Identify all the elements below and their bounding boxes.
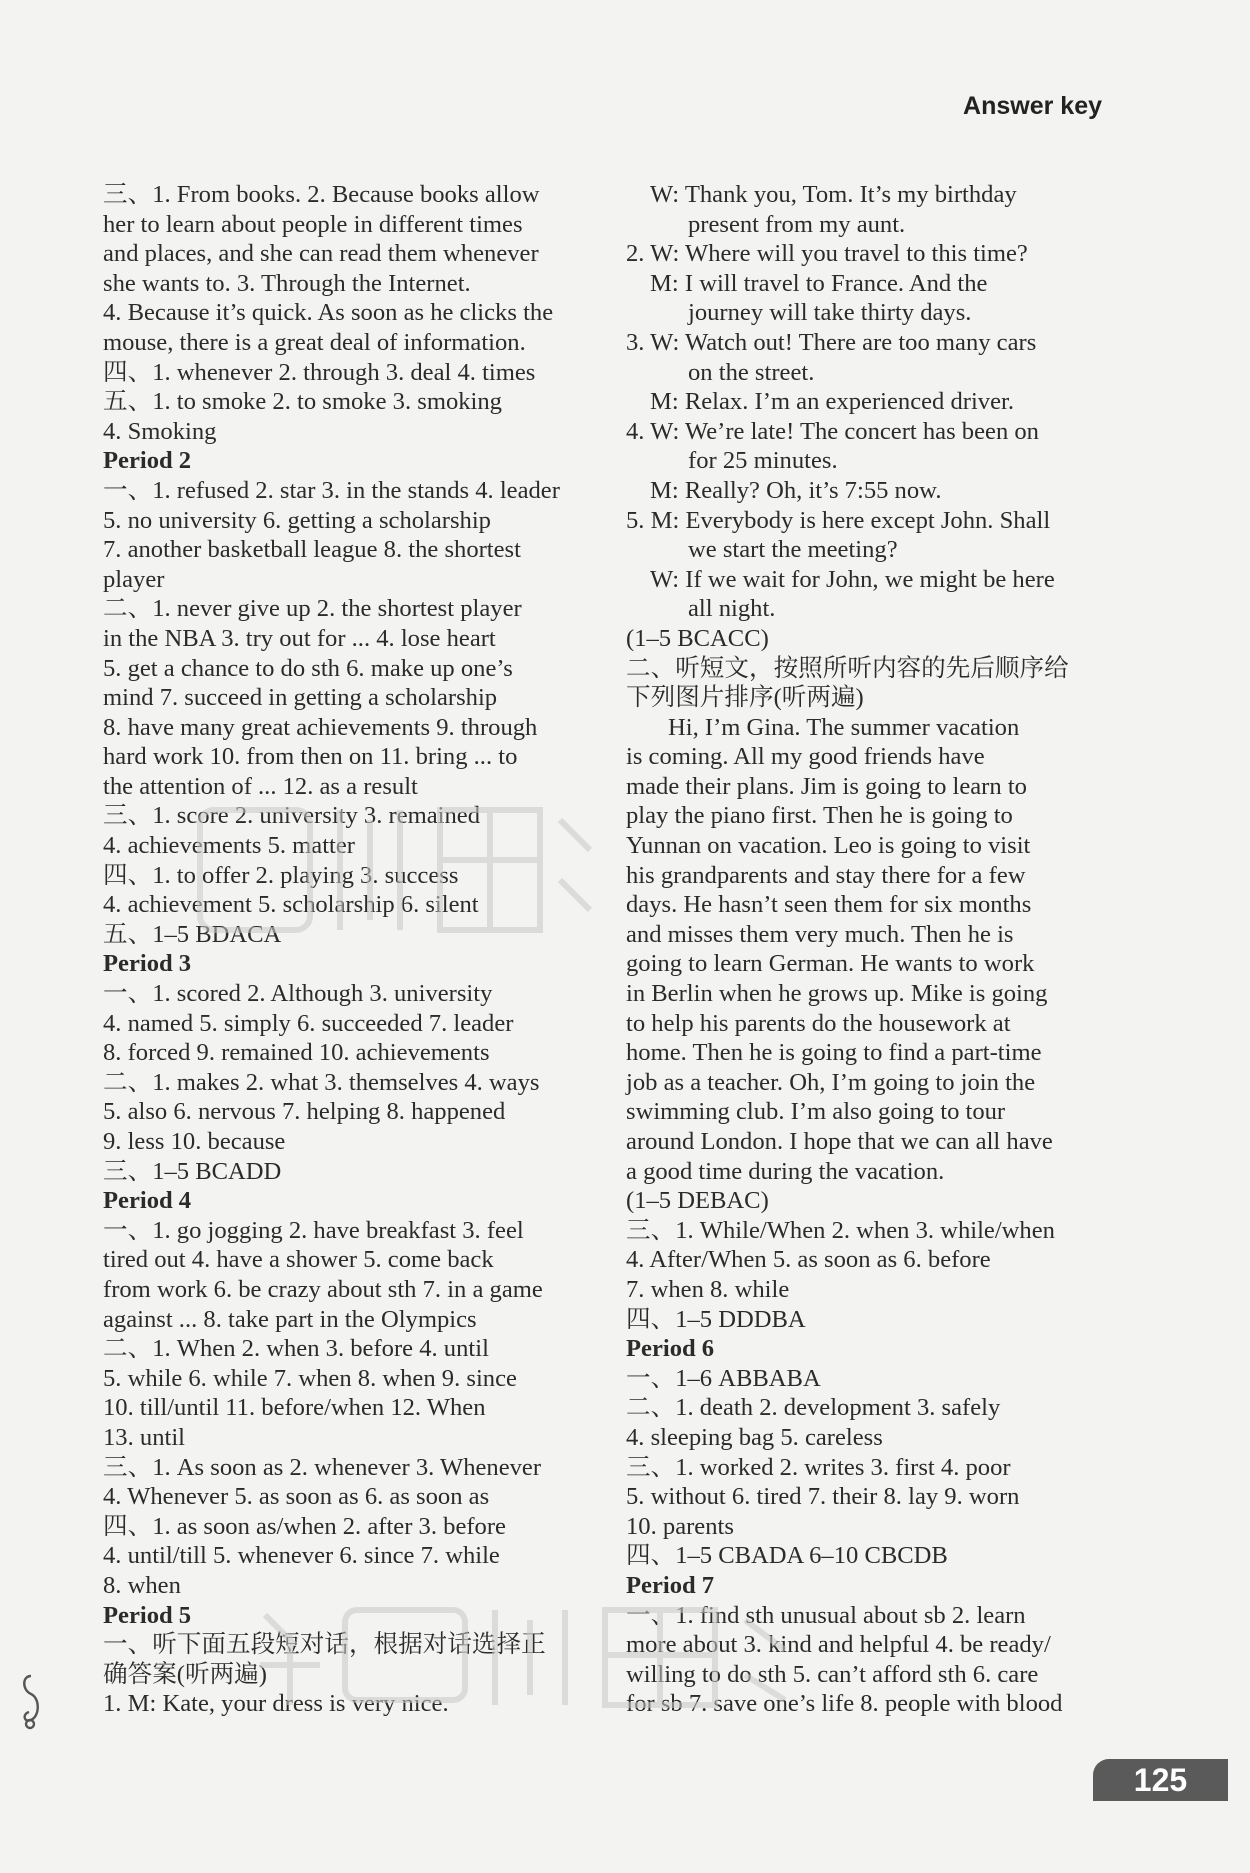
right-text-line: 下列图片排序(听两遍) [626,684,864,712]
left-text-line: 4. until/till 5. whenever 6. since 7. while [103,1542,500,1570]
left-text-line: 8. forced 9. remained 10. achievements [103,1039,490,1067]
right-text-line: M: Really? Oh, it’s 7:55 now. [650,476,942,504]
left-text-line: 5. while 6. while 7. when 8. when 9. since [103,1364,517,1392]
right-text-line: and misses them very much. Then he is [626,920,1014,948]
left-text-line: 四、1. to offer 2. playing 3. success [103,861,459,889]
right-text-line: a good time during the vacation. [626,1157,945,1185]
right-text-line: 7. when 8. while [626,1275,790,1303]
section-heading: Period 2 [103,447,192,475]
left-text-line: 10. till/until 11. before/when 12. When [103,1394,486,1422]
left-text-line: 4. Smoking [103,417,217,445]
right-text-line: 10. parents [626,1512,734,1540]
left-text-line: she wants to. 3. Through the Internet. [103,269,471,297]
right-text-line: 四、1–5 DDDBA [626,1305,806,1333]
right-text-line: journey will take thirty days. [688,299,972,327]
right-text-line: 二、1. death 2. development 3. safely [626,1394,1001,1422]
left-text-line: 9. less 10. because [103,1128,286,1155]
left-text-line: in the NBA 3. try out for ... 4. lose heart [103,624,496,652]
left-text-line: 13. until [103,1423,185,1451]
left-text-line: tired out 4. have a shower 5. come back [103,1246,494,1274]
right-text-line: for 25 minutes. [688,447,838,475]
left-text-line: 4. achievements 5. matter [103,832,355,860]
right-text-line: 5. without 6. tired 7. their 8. lay 9. worn [626,1483,1020,1511]
left-text-line: 四、1. whenever 2. through 3. deal 4. times [103,358,536,386]
right-text-line: (1–5 DEBAC) [626,1187,769,1215]
right-text-line: willing to do sth 5. can’t afford sth 6. care [626,1660,1039,1688]
left-text-line: 8. when [103,1571,181,1599]
left-text-line: 7. another basketball league 8. the shortest [103,536,521,564]
left-text-line: 三、1–5 BCADD [103,1157,282,1185]
left-text-line: 一、1. refused 2. star 3. in the stands 4. leader [103,476,560,504]
right-text-line: for sb 7. save one’s life 8. people with blood [626,1690,1063,1718]
left-text-line: 4. Whenever 5. as soon as 6. as soon as [103,1483,490,1511]
left-text-line: 5. also 6. nervous 7. helping 8. happened [103,1098,506,1126]
section-heading: Period 6 [626,1335,715,1363]
section-heading: Period 7 [626,1571,715,1599]
binder-clip-icon [18,1672,44,1732]
left-text-line: 4. named 5. simply 6. succeeded 7. leader [103,1009,514,1037]
left-text-line: 二、1. makes 2. what 3. themselves 4. ways [103,1068,540,1096]
right-text-line: play the piano first. Then he is going to [626,802,1013,830]
right-text-line: swimming club. I’m also going to tour [626,1098,1006,1126]
right-text-line: in Berlin when he grows up. Mike is going [626,980,1048,1008]
right-text-line: going to learn German. He wants to work [626,950,1035,978]
left-text-line: 五、1. to smoke 2. to smoke 3. smoking [103,388,502,416]
right-text-line: made their plans. Jim is going to learn to [626,772,1027,800]
header-title: Answer key [963,92,1102,120]
section-heading: Period 4 [103,1187,192,1215]
right-text-line: around London. I hope that we can all have [626,1128,1053,1155]
right-text-line: to help his parents do the housework at [626,1009,1011,1037]
right-text-line: 二、听短文，按照所听内容的先后顺序给 [626,654,1069,682]
right-text-line: 四、1–5 CBADA 6–10 CBCDB [626,1542,948,1570]
left-text-line: 二、1. never give up 2. the shortest player [103,595,522,623]
left-text-line: 二、1. When 2. when 3. before 4. until [103,1335,489,1363]
left-text-line: against ... 8. take part in the Olympics [103,1305,477,1333]
section-heading: Period 3 [103,950,192,978]
right-text-line: present from my aunt. [688,210,906,238]
right-text-line: is coming. All my good friends have [626,743,985,771]
left-text-line: 四、1. as soon as/when 2. after 3. before [103,1512,506,1540]
right-text-line: M: Relax. I’m an experienced driver. [650,388,1014,416]
left-text-line: player [103,565,165,593]
left-text-line: 确答案(听两遍) [103,1660,267,1688]
left-text-line: 5. no university 6. getting a scholarship [103,506,491,534]
left-text-line: 一、1. go jogging 2. have breakfast 3. feel [103,1216,524,1244]
right-text-line: on the street. [688,358,815,386]
left-text-line: hard work 10. from then on 11. bring ... to [103,743,518,771]
right-text-line: 5. M: Everybody is here except John. Shall [626,506,1051,534]
right-text-line: job as a teacher. Oh, I’m going to join the [626,1068,1036,1096]
left-text-line: 4. Because it’s quick. As soon as he clicks the [103,299,554,327]
right-text-line: 三、1. While/When 2. when 3. while/when [626,1216,1055,1244]
left-text-line: her to learn about people in different times [103,210,523,238]
left-text-line: 5. get a chance to do sth 6. make up one’s [103,654,513,682]
left-text-line: 8. have many great achievements 9. through [103,713,538,741]
right-text-line: 2. W: Where will you travel to this time? [626,240,1028,268]
right-text-line: 一、1. find sth unusual about sb 2. learn [626,1601,1026,1629]
left-text-line: and places, and she can read them whenever [103,240,539,268]
right-text-line: W: Thank you, Tom. It’s my birthday [650,181,1017,208]
left-text-line: 1. M: Kate, your dress is very nice. [103,1690,449,1718]
right-text-line: days. He hasn’t seen them for six months [626,891,1032,919]
right-text-line: M: I will travel to France. And the [650,269,988,297]
right-text-line: Yunnan on vacation. Leo is going to visit [626,832,1031,860]
left-text-line: from work 6. be crazy about sth 7. in a game [103,1275,543,1303]
left-text-line: 一、1. scored 2. Although 3. university [103,980,493,1008]
right-text-line: 3. W: Watch out! There are too many cars [626,328,1037,356]
right-text-line: his grandparents and stay there for a few [626,861,1026,889]
left-text-line: 五、1–5 BDACA [103,920,282,948]
left-text-line: mind 7. succeed in getting a scholarship [103,684,498,712]
right-text-line: 一、1–6 ABBABA [626,1364,821,1392]
section-heading: Period 5 [103,1601,192,1629]
left-column [103,180,603,1719]
left-text-line: 一、听下面五段短对话，根据对话选择正 [103,1631,546,1659]
left-text-line: 三、1. From books. 2. Because books allow [103,181,540,208]
right-text-line: 三、1. worked 2. writes 3. first 4. poor [626,1453,1011,1481]
left-text-line: the attention of ... 12. as a result [103,772,418,800]
left-text-line: 三、1. score 2. university 3. remained [103,802,481,830]
right-text-line: all night. [688,595,776,623]
right-text-line: 4. sleeping bag 5. careless [626,1423,883,1451]
page-number: 125 [1093,1759,1228,1801]
right-text-line: W: If we wait for John, we might be here [650,565,1055,593]
left-text-line: 三、1. As soon as 2. whenever 3. Whenever [103,1453,542,1481]
right-text-line: Hi, I’m Gina. The summer vacation [668,713,1020,741]
right-text-line: (1–5 BCACC) [626,624,769,652]
right-text-line: more about 3. kind and helpful 4. be ready/ [626,1631,1051,1659]
right-column [626,180,1126,1719]
right-text-line: 4. After/When 5. as soon as 6. before [626,1246,991,1274]
left-text-line: 4. achievement 5. scholarship 6. silent [103,891,479,919]
left-text-line: mouse, there is a great deal of information. [103,328,526,356]
right-text-line: home. Then he is going to find a part-time [626,1039,1042,1067]
right-text-line: we start the meeting? [688,536,898,564]
right-text-line: 4. W: We’re late! The concert has been on [626,417,1039,445]
